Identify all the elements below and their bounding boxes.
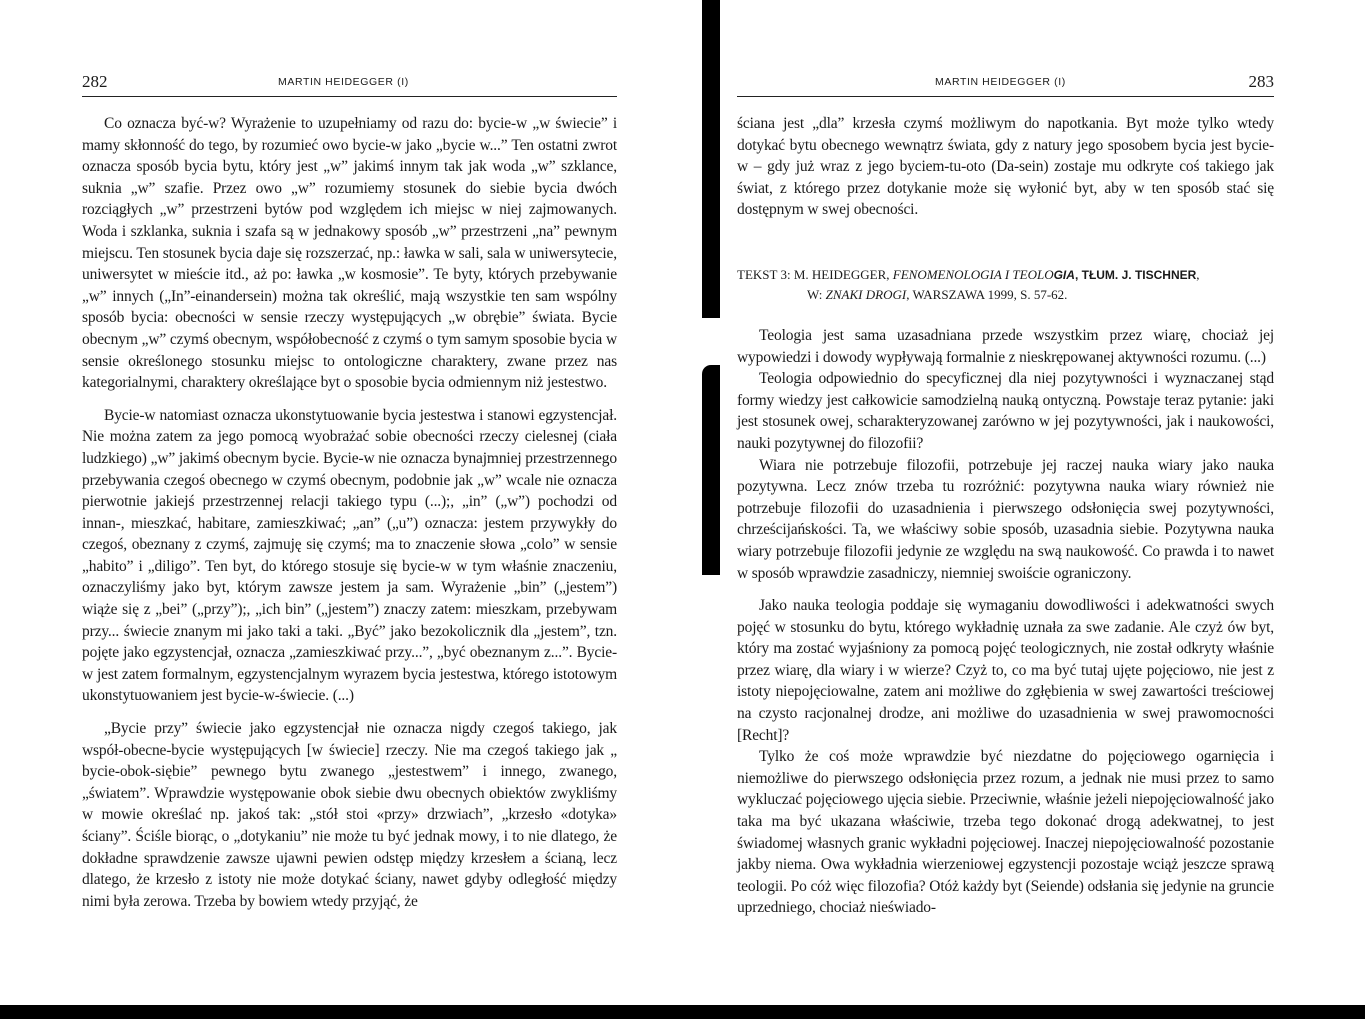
heading-translator: TŁUM. J. TISCHNER: [1081, 267, 1197, 282]
left-page-number: 282: [82, 72, 108, 91]
heading-source-title: ZNAKI DROGI: [825, 286, 907, 302]
right-paragraph-3: Wiara nie potrzebuje filozofii, potrzebuje jej raczej nauka wiary jako nauka pozytywna. Lecz znów trzeba tu rozróżnić: pozytywna nauka wiary również nie potrzebuje filozofii do uzasadnienia i pierwszego odsłonięcia swej pozytywności, chrześcijańskości. Ta, we właściwy sobie sposób, uzasadnia siebie. Pozytywna nauka wiary potrzebuje filozofii jedynie ze względu na swą naukowość. Co prawda i to nawet w sposób wprawdzie zasadniczy, niemniej swoiście ograniczony.: [737, 456, 1274, 582]
right-running-head: MARTIN HEIDEGGER (I): [935, 76, 1066, 88]
left-running-head: MARTIN HEIDEGGER (I): [278, 76, 409, 88]
text-3-heading: [737, 265, 1274, 305]
heading-source-rest: , WARSZAWA 1999, S. 57-62.: [906, 286, 1068, 302]
right-page: [737, 0, 1274, 1000]
right-paragraph-4: Jako nauka teologia poddaje się wymaganiu dowodliwości i adekwatności swych pojęć w stosunku do bytu, którego wykładnię uznała za swe zadanie. Ale czyż ów byt, który ma zostać wyjaśniony za pomocą pojęć teologicznych, nie został odkryty właśnie przez wiarę, dla wiary i w wierze? Czyż to, co ma być tutaj ujęte pojęciowo, nie jest z istoty niepojęciowalne, zatem ani możliwe do zgłębienia w swej zawartości treściowej na czysto racjonalnej drodze, ani możliwe do uzasadnienia w swej prawomocności [Recht]?: [737, 597, 1274, 744]
heading-sep: ,: [1074, 267, 1082, 282]
gutter-shadow-bottom: [702, 365, 720, 575]
left-paragraph-3: „Bycie przy” świecie jako egzystencjał nie oznacza nigdy czegoś takiego, jak współ-obecne-bycie występujących [w świecie] rzeczy. Nie ma czegoś takiego jak „ bycie-obok-siębie” pewnego bytu zwanego „jestestwem” i innego, zwanego, „światem”. Wprawdzie występowanie obok siebie dwu obecnych obiektów zwykliśmy w mowie określać np. jakoś tak: „stół stoi «przy» drzwiach”, „krzesło «dotyka» ściany”. Ściśle biorąc, o „dotykaniu” nie może tu być jednak mowy, i to nie dlatego, że dokładne sprawdzenie zawsze ujawni pewien odstęp między krzesłem a ścianą, lecz dlatego, że krzesło z istoty nie może dotykać ściany, nawet gdyby odległość między nimi była zerowa. Trzeba by bowiem wtedy przyjąć, że: [82, 720, 617, 910]
left-paragraph-1: Co oznacza być-w? Wyrażenie to uzupełniamy od razu do: bycie-w „w świecie” i mamy skłonność do tego, by rozumieć owo bycie-w jako „bycie w...” Ten ostatni zwrot oznacza sposób bycia bytu, który jest „w” jakimś innym tak jak woda „w” szklance, suknia „w” szafie. Przez owo „w” rozumiemy stosunek do siebie bycia dwóch rozciągłych „w” przestrzeni bytów pod względem ich miejsc w niej zajmowanych. Woda i szklanka, suknia i szafa są w jednakowy sposób „w” przestrzeni „na” pewnym miejscu. Ten stosunek bycia daje się rozszerzać, np.: ławka w sali, sala w uniwersytecie, uniwersytet w mieście itd., aż po: ławka „w kosmosie”. Te byty, których przebywanie „w” innych („In”-einandersein) można tak określić, mają wszystkie ten sam wspólny sposób bycia: obecności w sensie rzeczy występujących „w obrębie” świata. Bycie obecnym „w” czymś obecnym, współobecność z czymś o tym samym sposobie bycia w sensie określonego stosunku miejsc to ontologiczne charaktery, zwane przez nas kategorialnymi, charaktery określające byt o sposobie bycia odmiennym niż jestestwo.: [82, 115, 617, 392]
right-continuation-paragraph: ściana jest „dla” krzesła czymś możliwym do napotkania. Byt może tylko wtedy dotykać bytu obecnego wewnątrz świata, gdy z natury jego sposobem bycia jest bycie-w – gdy już wraz z jego byciem-tu-oto (Da-sein) zostaje mu odkryte coś takiego jak świat, z którego przez dotykanie może się wyłonić byt, aby w ten sposób stać się dostępnym w swej obecności.: [737, 115, 1274, 219]
right-page-header: [737, 72, 1274, 97]
heading-title: FENOMENOLOGIA I TEOLO: [892, 266, 1054, 282]
right-page-body: [737, 113, 1274, 919]
left-page-header: [82, 72, 617, 97]
left-page-body: [82, 113, 617, 912]
right-paragraph-5: Tylko że coś może wprawdzie być niezdatne do pojęciowego ogarnięcia i niemożliwe do pierwszego odsłonięcia przez rozum, a jednak nie musi przez to samo wykluczać pojęciowego ujęcia siebie. Przeciwnie, właśnie jeżeli niepojęciowalność jako taka ma być ukazana właściwie, trzeba tego dokonać drogą adekwatnej, to jest świadomej własnych granic wykładni pojęciowej. Inaczej niepojęciowalność pozostanie jakby niema. Owa wykładnia wierzeniowej egzystencji pozostaje wciąż jeszcze sprawą teologii. Po cóż więc filozofia? Otóż każdy byt (Seiende) odsłania się jedynie na gruncie uprzedniego, chociaż nieświado-: [737, 748, 1274, 917]
heading-source-line: [737, 285, 1274, 305]
right-paragraph-2: Teologia odpowiednio do specyficznej dla niej pozytywności i wyznaczanej stąd formy wiedzy jest całkowicie samodzielną nauką ontyczną. Powstaje teraz pytanie: jaki jest stosunek owej, scharakteryzowanej zarówno w jej pozytywności, jak i naukowości, nauki pozytywnej do filozofii?: [737, 370, 1274, 452]
heading-source-prefix: W:: [807, 286, 826, 302]
heading-comma: ,: [1196, 266, 1200, 282]
gutter-shadow-top: [702, 0, 720, 318]
left-paragraph-2: Bycie-w natomiast oznacza ukonstytuowanie bycia jestestwa i stanowi egzystencjał. Nie można zatem za jego pomocą wyobrażać sobie obecności rzeczy cielesnej (ciała ludzkiego) „w” jakimś obecnym bycie. Bycie-w nie oznacza bynajmniej przestrzennego przebywania czegoś obecnego w czymś obecnym, podobnie jak „w” wcale nie oznacza pierwotnie jakiejś przestrzennej relacji takiego typu (...);, „in” („w”) pochodzi od innan-, mieszkać, habitare, zamieszkiwać; „an” („u”) oznacza: jestem przywykły do czegoś, obeznany z czymś, zajmuję się czymś; ma to znaczenie słowa „colo” w sensie „habito” i „diligo”. Ten byt, do którego stosuje się bycie-w w tym właśnie znaczeniu, oznaczyliśmy jako byt, którym zawsze jestem ja sam. Wyrażenie „bin” („jestem”) wiąże się z „bei” („przy”);, „ich bin” („jestem”) znaczy zatem: mieszkam, przebywam przy... świecie znanym mi jako taki a taki. „Być” jako bezokolicznik dla „jestem”, tzn. pojęte jako egzystencjał, oznacza „zamieszkiwać przy...”, „być obeznanym z...”. Bycie-w jest zatem formalnym, egzystencjalnym wyrazem bycia jestestwa, którego istotowym ukonstytuowaniem jest bycie-w-świecie. (...): [82, 406, 617, 705]
right-paragraph-1: Teologia jest sama uzasadniana przede wszystkim przez wiarę, chociaż jej wypowiedzi i dowody wypływają formalnie z nieskrępowanej aktywności rozumu. (...): [737, 326, 1274, 366]
left-page: [82, 0, 617, 1000]
right-page-number: 283: [1248, 72, 1274, 91]
bottom-scan-edge: [0, 1005, 1365, 1019]
heading-prefix: TEKST 3: M. HEIDEGGER,: [737, 266, 893, 282]
heading-title-end: GIA: [1053, 267, 1075, 282]
